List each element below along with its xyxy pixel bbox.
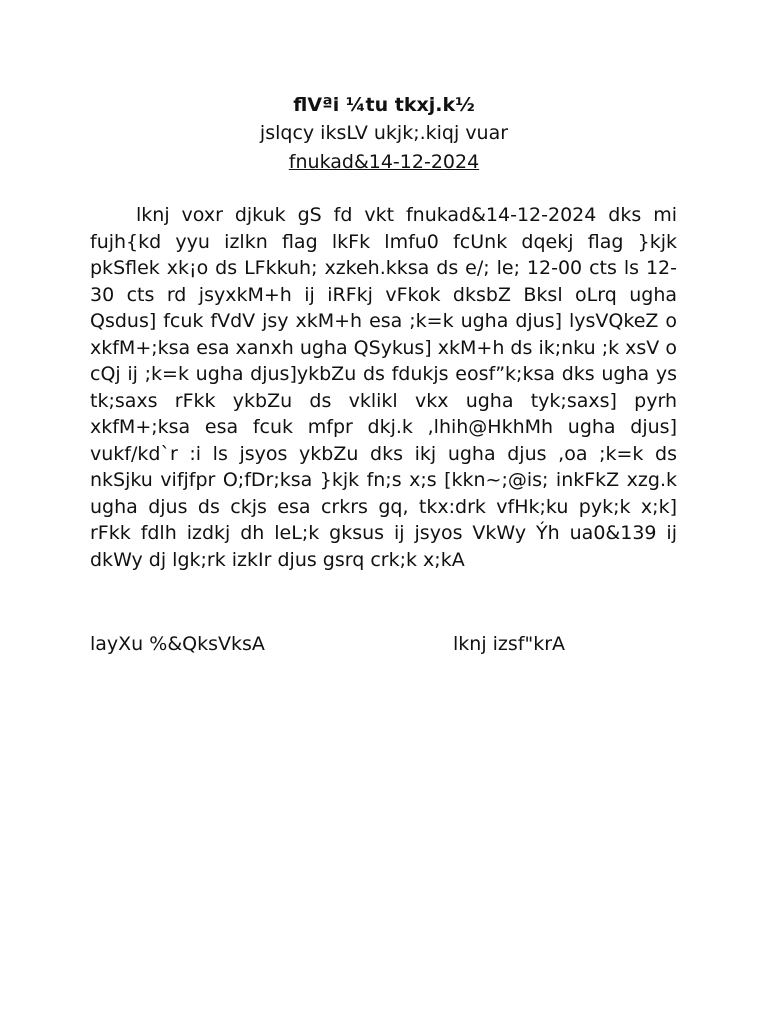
- attachment-note: layXu %&QksVksA: [90, 633, 265, 655]
- document-date: fnukad&14-12-2024: [288, 151, 480, 173]
- submission-note: lknj izsf"krA: [453, 633, 566, 655]
- document-title: flVªi ¼tu tkxj.k½: [293, 94, 475, 116]
- document-body: lknj voxr djkuk gS fd vkt fnukad&14-12-2024 dks mi fujh{kd yyu izlkn flag lkFk lmfu0 fcUnk dqekj flag }kjk pkSflek xk¡o ds LFkkuh; xzkeh.kksa ds e/; le; 12-00 cts ls 12-30 cts rd jsyxkM+h ij iRFkj vFkok dksbZ Bksl oLrq ugha Qsdus] fcuk fVdV jsy xkM+h esa ;k=k ugha djus] lysVQkeZ o xkfM+;ksa esa xanxh ugha QSykus] xkM+h ds ik;nku ;k xsV o cQj ij ;k=k ugha djus]ykbZu ds fdukjs eosf”k;ksa dks ugha ys tk;saxs rFkk ykbZu ds vklikl vkx ugha tyk;saxs] pyrh xkfM+;ksa esa fcuk mfpr dkj.k ,lhih@HkhMh ugha djus] vukf/kd`r :i ls jsyos ykbZu dks ikj ugha djus ,oa ;k=k ds nkSjku vifjfpr O;fDr;ksa }kjk fn;s x;s [kkn~;@is; inkFkZ xzg.k ugha djus ds ckjs esa crkrs gq, tkx:drk vfHk;ku pyk;k x;k] rFkk fdlh izdkj dh leL;k gksus ij jsyos VkWy Ýh ua0&139 ij dkWy dj lgk;rk izkIr djus gsrq crk;k x;kA: [90, 204, 677, 571]
- document-subtitle: jslqcy iksLV ukjk;.kiqj vuar: [259, 122, 509, 144]
